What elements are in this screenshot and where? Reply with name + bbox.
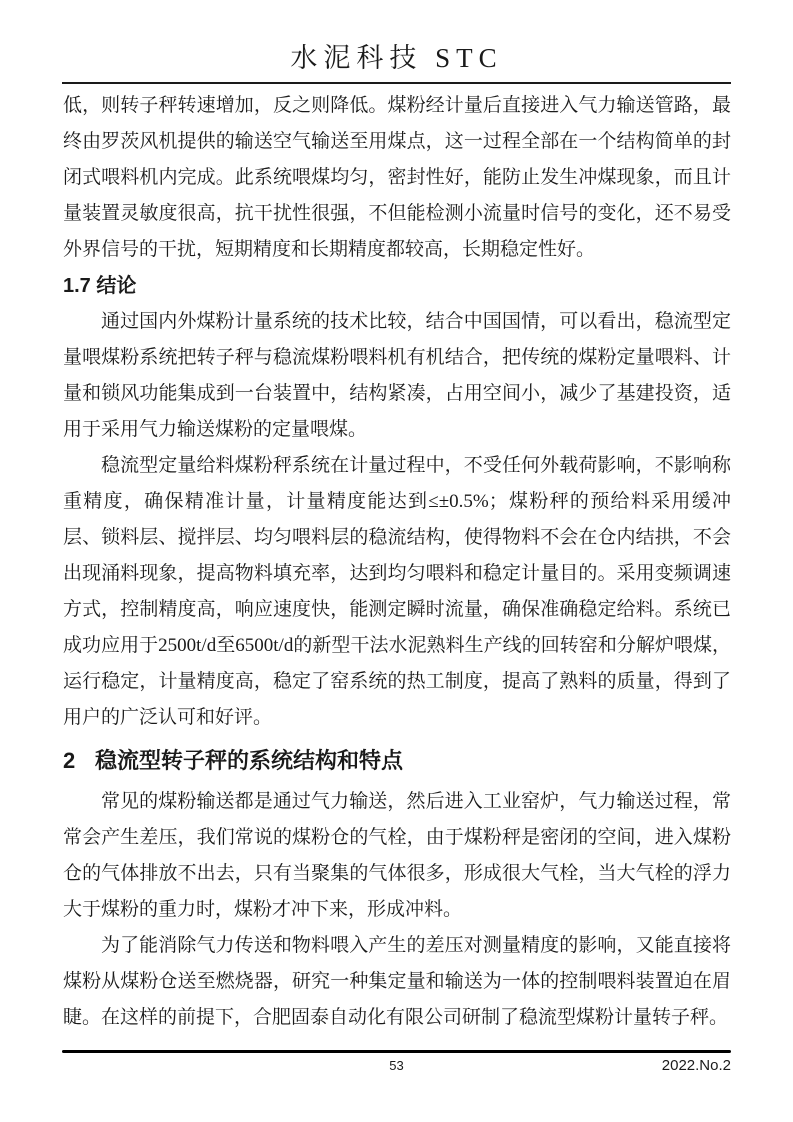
paragraph-conclusion-2: 稳流型定量给料煤粉秤系统在计量过程中，不受任何外载荷影响，不影响称重精度，确保精准计量，计量精度能达到≤±0.5%；煤粉秤的预给料采用缓冲层、锁料层、搅拌层、均匀喂料层的稳流结构，使得物料不会在仓内结拱，不会出现涌料现象，提高物料填充率，达到均匀喂料和稳定计量目的。采用变频调速方式，控制精度高，响应速度快，能测定瞬时流量，确保准确稳定给料。系统已成功应用于2500t/d至6500t/d的新型干法水泥熟料生产线的回转窑和分解炉喂煤，运行稳定，计量精度高，稳定了窑系统的热工制度，提高了熟料的质量，得到了用户的广泛认可和好评。 [63,455,731,728]
section-number: 2 [63,748,76,773]
journal-title: 水泥科技 STC [290,43,503,73]
section-heading-1-7: 1.7 结论 [63,275,137,297]
issue-label: 2022.No.2 [661,1057,731,1074]
section-heading-2 [63,741,731,781]
paragraph-section2-2: 为了能消除气力传送和物料喂入产生的差压对测量精度的影响，又能直接将煤粉从煤粉仓送至燃烧器，研究一种集定量和输送为一体的控制喂料装置迫在眉睫。在这样的前提下，合肥固泰自动化有限公司研制了稳流型煤粉计量转子秤。 [63,935,731,1028]
paragraph-continuation: 低，则转子秤转速增加，反之则降低。煤粉经计量后直接进入气力输送管路，最终由罗茨风机提供的输送空气输送至用煤点，这一过程全部在一个结构简单的封闭式喂料机内完成。此系统喂煤均匀，密封性好，能防止发生冲煤现象，而且计量装置灵敏度很高，抗干扰性很强，不但能检测小流量时信号的变化，还不易受外界信号的干扰，短期精度和长期精度都较高，长期稳定性好。 [63,95,731,260]
header-rule [62,82,731,84]
page-footer [62,1050,731,1090]
article-body [63,88,731,1036]
paragraph-section2-1: 常见的煤粉输送都是通过气力输送，然后进入工业窑炉，气力输送过程，常常会产生差压，我们常说的煤粉仓的气栓，由于煤粉秤是密闭的空间，进入煤粉仓的气体排放不出去，只有当聚集的气体很多，形成很大气栓，当大气栓的浮力大于煤粉的重力时，煤粉才冲下来，形成冲料。 [63,791,731,920]
section-title: 稳流型转子秤的系统结构和特点 [95,748,404,773]
paragraph-conclusion-1: 通过国内外煤粉计量系统的技术比较，结合中国国情，可以看出，稳流型定量喂煤粉系统把转子秤与稳流煤粉喂料机有机结合，把传统的煤粉定量喂料、计量和锁风功能集成到一台装置中，结构紧凑，占用空间小，减少了基建投资，适用于采用气力输送煤粉的定量喂煤。 [63,311,731,440]
page-number: 53 [389,1058,404,1073]
page-header [0,0,793,84]
footer-rule [62,1050,731,1053]
